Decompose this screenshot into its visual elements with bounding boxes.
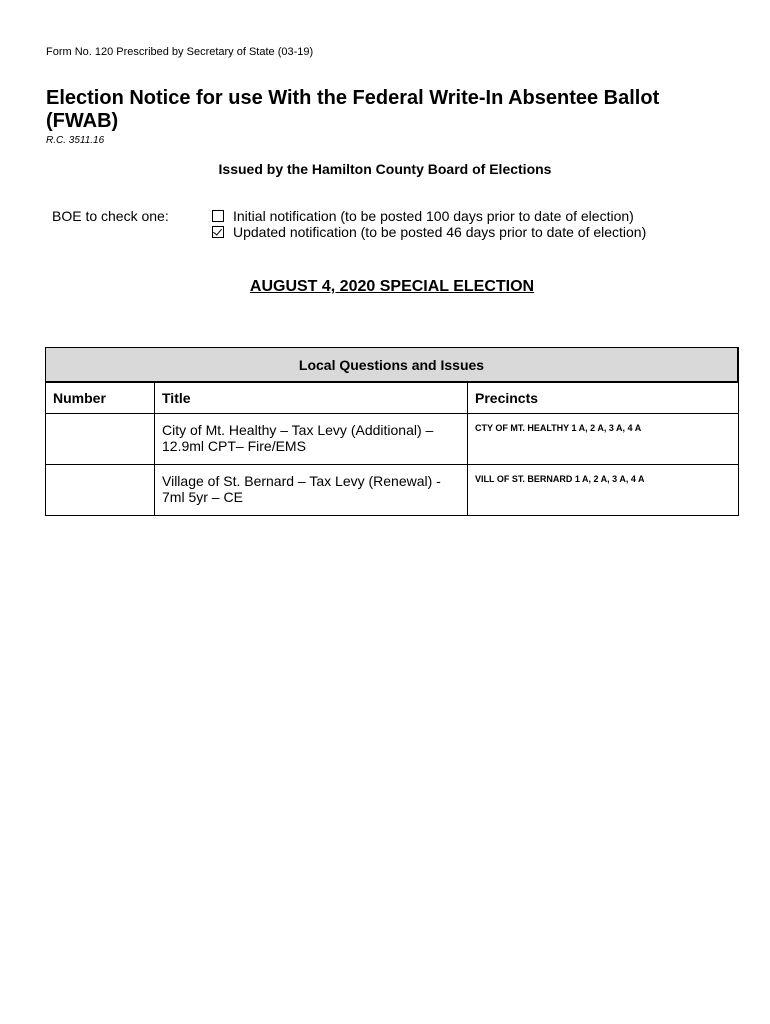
option-initial-notification[interactable] [212, 208, 646, 224]
form-number: Form No. 120 Prescribed by Secretary of State (03-19) [46, 46, 314, 58]
issued-by: Issued by the Hamilton County Board of Elections [218, 161, 552, 177]
unchecked-box-icon[interactable] [212, 210, 224, 222]
cell-number [46, 465, 155, 516]
notification-options [212, 208, 646, 240]
option-label: Initial notification (to be posted 100 days prior to date of election) [233, 208, 634, 224]
revised-code-reference: R.C. 3511.16 [46, 135, 105, 146]
cell-title: City of Mt. Healthy – Tax Levy (Additional) – 12.9ml CPT– Fire/EMS [155, 414, 468, 465]
questions-issues-table [45, 347, 739, 516]
cell-number [46, 414, 155, 465]
option-updated-notification[interactable] [212, 224, 646, 240]
option-label: Updated notification (to be posted 46 days prior to date of election) [233, 224, 647, 240]
table-row [46, 414, 739, 465]
cell-precincts: VILL OF ST. BERNARD 1 A, 2 A, 3 A, 4 A [468, 465, 739, 516]
column-header-precincts: Precincts [468, 382, 739, 414]
checked-box-icon[interactable] [212, 226, 224, 238]
page-title: Election Notice for use With the Federal Write-In Absentee Ballot (FWAB) [46, 87, 660, 132]
cell-title: Village of St. Bernard – Tax Levy (Renewal) - 7ml 5yr – CE [155, 465, 468, 516]
table-caption: Local Questions and Issues [46, 348, 739, 383]
election-title: AUGUST 4, 2020 SPECIAL ELECTION [249, 278, 535, 295]
table-row [46, 465, 739, 516]
column-header-number: Number [46, 382, 155, 414]
boe-check-label: BOE to check one: [52, 208, 169, 224]
column-header-title: Title [155, 382, 468, 414]
cell-precincts: CTY OF MT. HEALTHY 1 A, 2 A, 3 A, 4 A [468, 414, 739, 465]
